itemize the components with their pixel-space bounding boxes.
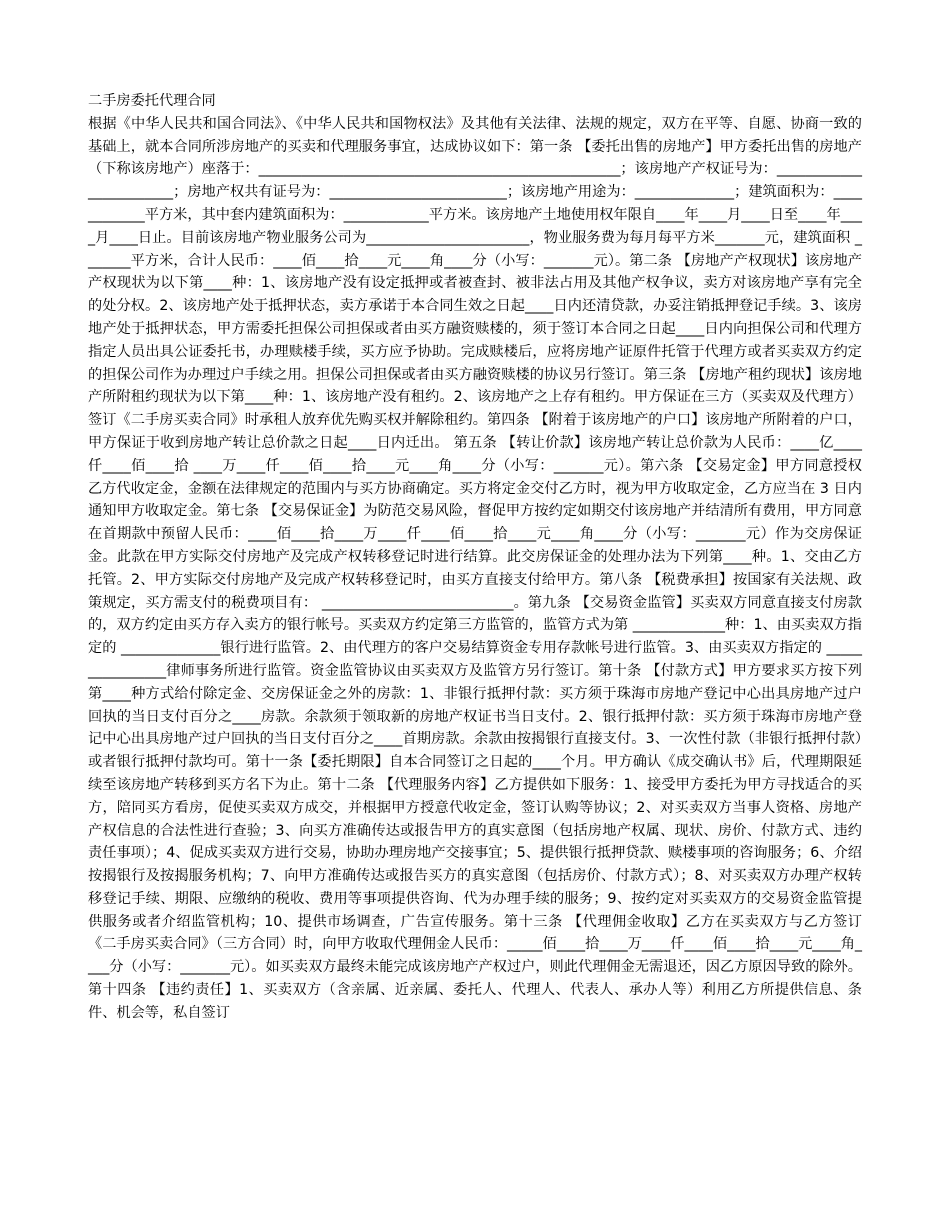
document-page — [88, 90, 862, 1025]
document-body-text: 根据《中华人民共和国合同法》、《中华人民共和国物权法》及其他有关法律、法规的规定，双方在平等、自愿、协商一致的基础上，就本合同所涉房地产的买卖和代理服务事宜，达成协议如下：第一条 【委托出售的房地产】甲方委托出售的房地产（下称该房地产）座落于：___________________________________________________；该房地产产权证号为：________________________；房地产权共有证号为：_________________________；该房地产用途为：______________；建筑面积为：____________平方米，其中套内建筑面积为：____________平方米。该房地产土地使用权年限自____年____月____日至____年____月____日止。目前该房地产物业服务公司为_______________________，物业服务费为每月每平方米_______元，建筑面积 _______平方米，合计人民币：____佰____拾____元____角____分（小写：_______元）。第二条 【房地产产权现状】该房地产产权现状为以下第____种：1、该房地产没有设定抵押或者被查封、被非法占用及其他产权争议，卖方对该房地产享有完全的处分权。2、该房地产处于抵押状态，卖方承诺于本合同生效之日起____日内还清贷款，办妥注销抵押登记手续。3、该房地产处于抵押状态，甲方需委托担保公司担保或者由买方融资赎楼的，须于签订本合同之日起____日内向担保公司和代理方指定人员出具公证委托书，办理赎楼手续，买方应予协助。完成赎楼后，应将房地产证原件托管于代理方或者买卖双方约定的担保公司作为办理过户手续之用。担保公司担保或者由买方融资赎楼的协议另行签订。第三条 【房地产租约现状】该房地产所附租约现状为以下第____种：1、该房地产没有租约。2、该房地产之上存有租约。甲方保证在三方（买卖双及代理方）签订《二手房买卖合同》时承租人放弃优先购买权并解除租约。第四条 【附着于该房地产的户口】该房地产所附着的户口，甲方保证于收到房地产转让总价款之日起____日内迁出。 第五条 【转让价款】该房地产转让总价款为人民币：____亿____仟____佰____拾 ____万____仟____佰____拾____元____角____分（小写：_______元）。第六条 【交易定金】甲方同意授权乙方代收定金，金额在法律规定的范围内与买方协商确定。买方将定金交付乙方时，视为甲方收取定金，乙方应当在 3 日内通知甲方收取定金。第七条 【交易保证金】为防范交易风险，督促甲方按约定如期交付该房地产并结清所有费用，甲方同意在首期款中预留人民币：____佰____拾____万____仟____佰____拾____元____角____分（小写：_______元）作为交房保证金。此款在甲方实际交付房地产及完成产权转移登记时进行结算。此交房保证金的处理办法为下列第____种。1、交由乙方托管。2、甲方实际交付房地产及完成产权转移登记时，由买方直接支付给甲方。第八条 【税费承担】按国家有关法规、政策规定，买方需支付的税费项目有： ___________________________。第九条 【交易资金监管】买卖双方同意直接支付房款的，双方约定由买方存入卖方的银行帐号。买卖双方约定第三方监管的，监管方式为第 _____________种：1、由买卖双方指定的 ______________银行进行监管。2、由代理方的客户交易结算资金专用存款帐号进行监管。3、由买卖双方指定的 ________________律师事务所进行监管。资金监管协议由买卖双方及监管方另行签订。第十条 【付款方式】甲方要求买方按下列第____种方式给付除定金、交房保证金之外的房款：1、非银行抵押付款：买方须于珠海市房地产登记中心出具房地产过户回执的当日支付百分之____房款。余款须于领取新的房地产权证书当日支付。2、银行抵押付款：买方须于珠海市房地产登记中心出具房地产过户回执的当日支付百分之____首期房款。余款由按揭银行直接支付。3、一次性付款（非银行抵押付款）或者银行抵押付款均可。第十一条【委托期限】自本合同签订之日起的____个月。甲方确认《成交确认书》后，代理期限延续至该房地产转移到买方名下为止。第十二条 【代理服务内容】乙方提供如下服务：1、接受甲方委托为甲方寻找适合的买方，陪同买方看房，促使买卖双方成交，并根据甲方授意代收定金，签订认购等协议；2、对买卖双方当事人资格、房地产产权信息的合法性进行查验；3、向买方准确传达或报告甲方的真实意图（包括房地产权属、现状、房价、付款方式、违约责任事项）；4、促成买卖双方进行交易，协助办理房地产交接事宜；5、提供银行抵押贷款、赎楼事项的咨询服务；6、介绍按揭银行及按揭服务机构；7、向甲方准确传达或报告买方的真实意图（包括房价、付款方式）；8、对买卖双方办理产权转移登记手续、期限、应缴纳的税收、费用等事项提供咨询、代为办理手续的服务；9、按约定对买卖双方的交易资金监管提供服务或者介绍监管机构；10、提供市场调查，广告宣传服务。第十三条 【代理佣金收取】乙方在买卖双方与乙方签订《二手房买卖合同》（三方合同）时，向甲方收取代理佣金人民币：_____佰____拾____万____仟____佰____拾____元____角____分（小写：_______元）。如买卖双方最终未能完成该房地产产权过户，则此代理佣金无需退还，因乙方原因导致的除外。第十四条 【违约责任】1、买卖双方（含亲属、近亲属、委托人、代理人、代表人、承办人等）利用乙方所提供信息、条件、机会等，私自签订 — [88, 115, 862, 1021]
document-title: 二手房委托代理合同 — [88, 93, 216, 109]
